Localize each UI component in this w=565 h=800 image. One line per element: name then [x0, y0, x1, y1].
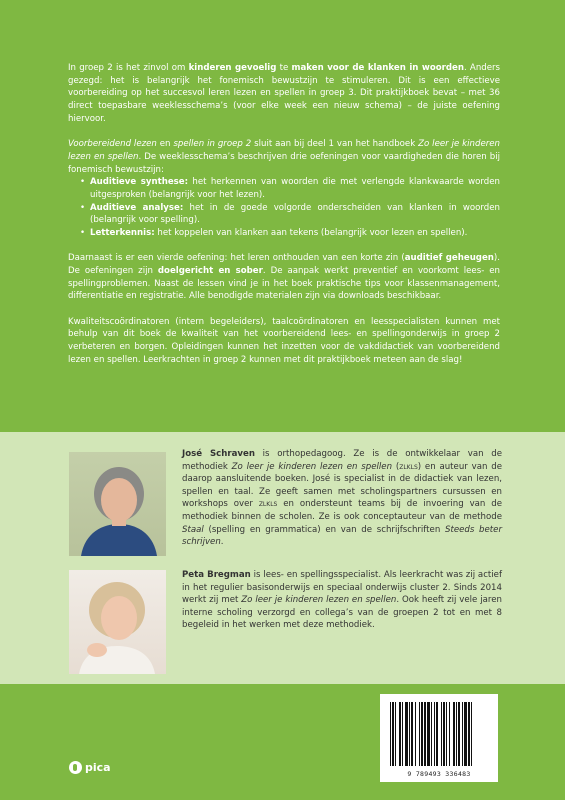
bullet-text: het in de goede volgorde onderscheiden van klanken in woorden (belangrijk voor spelling).	[90, 202, 500, 226]
text-run: . De aanpak werkt preventief en voorkomt lees- en spellingproblemen. Naast de lessen vind je in het boek praktische tips voor klassenmanagement, differentiatie en registratie. Alle benodigde materialen zijn via downloads beschikbaar.	[68, 266, 501, 302]
text-run: en ondersteunt teams bij de invoering van de methodiek binnen de scholen. Ze is ook conceptauteur van de methode	[182, 499, 502, 522]
barcode-bar	[427, 702, 430, 766]
text-run: . Ook heeft zij vele jaren interne scholing verzorgd en collega’s van de groepen 2 tot en met 8 begeleid in het werken met deze methodiek.	[182, 595, 502, 631]
abbreviation: zlkls	[258, 499, 278, 509]
barcode-bar	[462, 702, 463, 766]
barcode-number: 9 789493 336483	[407, 770, 471, 778]
barcode-bar	[409, 702, 410, 766]
text-run: ). De oefeningen zijn	[68, 253, 500, 277]
barcode-bar	[431, 702, 432, 766]
barcode-bars	[390, 702, 488, 766]
italic-run: Voorbereidend lezen	[68, 139, 157, 150]
italic-run: Zo leer je kinderen lezen en spellen	[231, 461, 393, 472]
list-item	[90, 202, 500, 227]
italic-run: Zo leer je kinderen lezen en spellen	[68, 139, 501, 162]
barcode-bar	[441, 702, 442, 766]
bullet-term: Letterkennis:	[90, 228, 155, 239]
barcode-bar	[419, 702, 420, 766]
author-bio-peta	[182, 569, 502, 632]
italic-run: Staal	[182, 524, 204, 535]
publisher-name: pica	[85, 761, 111, 774]
abbreviation: zlkls	[399, 461, 418, 471]
list-item	[90, 227, 500, 240]
barcode-bar	[399, 702, 401, 766]
author-bio-jose	[182, 448, 502, 549]
barcode-bar	[434, 702, 435, 766]
publisher-logo	[69, 761, 111, 774]
barcode-bar	[402, 702, 403, 766]
bullet-text: het koppelen van klanken aan tekens (belangrijk voor lezen en spellen).	[154, 228, 468, 239]
author-photo-jose	[69, 452, 166, 556]
text-run: ) en auteur van de daarop aansluitende boeken. José is specialist in de didactiek van lezen, spellen en taal. Ze geeft samen met scholingspartners cursussen en workshops over	[182, 461, 502, 510]
portrait-illustration	[69, 570, 166, 674]
barcode-bar	[405, 702, 408, 766]
text-run: is orthopedagoog. Ze is de ontwikkelaar van de methodiek	[182, 449, 502, 472]
text-run: . De weeklesschema’s beschrijven drie oefeningen voor vaardigheden die horen bij fonemisch bewustzijn:	[68, 151, 500, 175]
bullet-term: Auditieve analyse:	[90, 202, 184, 213]
pica-logo-icon	[69, 761, 82, 774]
barcode-bar	[421, 702, 423, 766]
text-run: In groep 2 is het zinvol om	[68, 63, 189, 73]
bullet-text: het herkennen van woorden die met verlengde klankwaarde worden uitgesproken (belangrijk voor het lezen).	[90, 177, 500, 200]
author-photo-peta	[69, 570, 166, 674]
text-run: .	[220, 537, 224, 548]
text-run: sluit aan bij deel 1 van het handboek	[251, 139, 419, 150]
text-run: . Anders gezegd: het is belangrijk het fonemisch bewustzijn te stimuleren. Dit is een effectieve voorbereiding op het succesvol leren lezen en spellen in groep 3. Dit praktijkboek bevat – met 36 direct toepasbare weeklesschema’s (voor elke week een nieuw schema) – de juiste oefening hiervoor.	[68, 63, 501, 124]
bold-run: maken voor de klanken in woorden	[291, 63, 464, 73]
list-item	[90, 176, 500, 201]
blurb-text	[68, 62, 500, 379]
intro-paragraph-2	[68, 138, 500, 176]
barcode-bar	[456, 702, 457, 766]
bold-run: auditief geheugen	[404, 253, 494, 264]
bold-run: kinderen gevoelig	[188, 63, 277, 73]
text-run: en	[156, 139, 174, 150]
text-run: te	[276, 63, 292, 73]
barcode-bar	[458, 702, 460, 766]
bullet-term: Auditieve synthese:	[90, 177, 189, 188]
paragraph-4: Kwaliteitscoördinatoren (intern begeleiders), taalcoördinatoren en leesspecialisten kunnen met behulp van dit boek de kwaliteit van het voorbereidend lees- en spellingonderwijs in groep 2 verbeteren en borgen. Opleidingen kunnen het inzetten voor de vakdidactiek van voorbereidend lezen en spellen. Leerkrachten in groep 2 kunnen met dit praktijkboek meteen aan de slag!	[68, 316, 500, 365]
barcode-bar	[446, 702, 447, 766]
barcode-bar	[443, 702, 445, 766]
barcode-bar	[453, 702, 455, 766]
barcode-bar	[392, 702, 394, 766]
text-run: (spelling en grammatica) en van de schrijfschriften	[203, 524, 446, 535]
bold-run: doelgericht en sober	[157, 266, 263, 277]
skills-list	[68, 176, 500, 240]
text-run: Daarnaast is er een vierde oefening: het leren onthouden van een korte zin (	[68, 253, 405, 264]
barcode-bar	[471, 702, 472, 766]
portrait-illustration	[69, 452, 166, 556]
author-name: Peta Bregman	[182, 570, 251, 580]
text-run: is lees- en spellingsspecialist. Als leerkracht was zij actief in het regulier basisonderwijs en speciaal onderwijs cluster 2. Sinds 2014 werkt zij met	[182, 570, 502, 606]
footer-section	[0, 684, 565, 800]
italic-run: Zo leer je kinderen lezen en spellen	[241, 595, 397, 606]
barcode-bar	[449, 702, 450, 766]
barcode-bar	[424, 702, 426, 766]
italic-run: Steeds beter schrijven	[182, 524, 502, 548]
barcode-bar	[468, 702, 470, 766]
barcode-bar	[415, 702, 416, 766]
barcode-bar	[411, 702, 413, 766]
barcode-bar	[464, 702, 467, 766]
intro-paragraph-1	[68, 62, 500, 126]
isbn-barcode	[380, 694, 498, 782]
authors-section	[0, 432, 565, 684]
author-name: José Schraven	[182, 449, 255, 459]
text-run: (	[392, 461, 400, 472]
barcode-bar	[436, 702, 438, 766]
barcode-bar	[390, 702, 391, 766]
paragraph-3	[68, 252, 500, 303]
barcode-bar	[395, 702, 396, 766]
italic-run: spellen in groep 2	[173, 139, 252, 150]
